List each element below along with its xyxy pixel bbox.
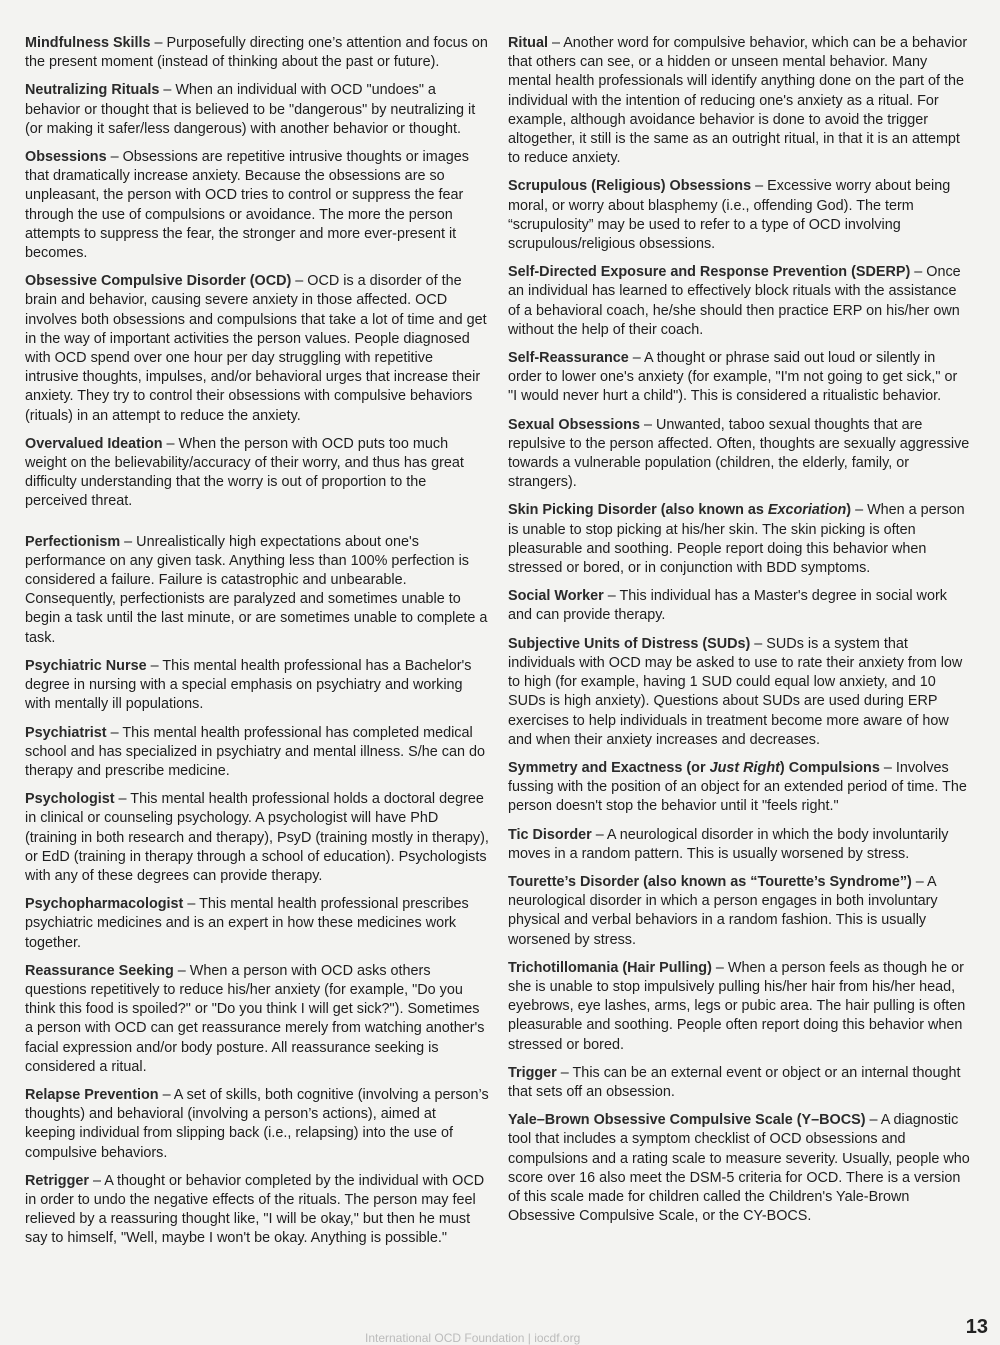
- glossary-definition: – When a person feels as though he or she is unable to stop impulsively pulling his/her hair from his/her head, eyebrows, eye lashes, arms, legs or pubic area. The hair pulling is often pleasurable and soothing. People often report doing this behavior when stressed or bored.: [508, 959, 966, 1053]
- glossary-term: Reassurance Seeking: [25, 962, 174, 979]
- glossary-definition: – When a person with OCD asks others questions repetitively to reduce his/her anxiety (for example, "Do you think this food is spoiled?" or "Do you think I will get sick?"). Sometimes a person with OCD can get reassurance merely from watching another's facial expression and/or body posture. All reassurance seeking is considered a ritual.: [25, 962, 485, 1075]
- glossary-definition: – A thought or phrase said out loud or silently in order to lower one's anxiety (for example, "I'm not going to get sick," or "I would never hurt a child"). This is considered a ritualistic behavior.: [508, 350, 958, 405]
- glossary-definition: – This mental health professional has a Bachelor's degree in nursing with a special emphasis on psychiatry and working with mentally ill populations.: [25, 657, 472, 713]
- glossary-entry: [508, 501, 970, 578]
- glossary-definition: – Purposefully directing one’s attention and focus on the present moment (instead of thinking about the past or future).: [25, 35, 488, 71]
- glossary-term: Psychologist: [25, 791, 115, 808]
- glossary-entry: [508, 177, 970, 254]
- glossary-definition: – When the person with OCD puts too much weight on the believability/accuracy of their worry, and thus has great difficulty understanding that the worry is out of proportion to the perceived threat.: [25, 435, 464, 510]
- glossary-entry: [508, 587, 970, 625]
- glossary-definition: – Another word for compulsive behavior, which can be a behavior that others can see, or a hidden or unseen mental behavior. Many mental health professionals will identify anything done on the part of the individual with the intention of reducing one's anxiety as a ritual. For example, although avoidance behavior is done to avoid the trigger altogether, it still is the same as an outright ritual, in that it is an attempt to reduce anxiety.: [508, 35, 968, 167]
- glossary-term: Tourette’s Disorder (also known as “Tourette’s Syndrome”): [508, 873, 912, 890]
- glossary-entry: [508, 349, 970, 407]
- glossary-term: Social Worker: [508, 588, 604, 605]
- glossary-entry: [25, 1172, 490, 1249]
- glossary-entry: [508, 1111, 970, 1226]
- glossary-entry: [508, 34, 970, 168]
- glossary-left-column: [25, 34, 490, 1258]
- glossary-definition: – Involves fussing with the position of an object for an extended period of time. The person doesn't stop the behavior until it "feels right.": [508, 759, 967, 815]
- glossary-entry: [25, 272, 490, 426]
- glossary-definition: – When a person is unable to stop picking at his/her skin. The skin picking is often pleasurable and soothing. People report doing this behavior when stressed or bored, or in conjunction with BDD symptoms.: [508, 502, 965, 577]
- glossary-entry: [508, 759, 970, 817]
- glossary-entry: [508, 416, 970, 493]
- glossary-term: Perfectionism: [25, 533, 121, 550]
- glossary-definition: – This mental health professional prescribes psychiatric medicines and is an expert in how these medicines work together.: [25, 896, 469, 951]
- glossary-term: Overvalued Ideation: [25, 435, 163, 452]
- glossary-definition: – When an individual with OCD "undoes" a behavior or thought that is believed to be "dangerous" by neutralizing it (or making it safer/less dangerous) with another behavior or thought.: [25, 82, 476, 137]
- glossary-definition: – This mental health professional holds a doctoral degree in clinical or counseling psychology. A psychologist will have PhD (training in both research and therapy), PsyD (training mostly in therapy), or EdD (training in therapy through a school of education). Psychologists with any of these degrees can provide therapy.: [25, 791, 489, 884]
- glossary-definition: – A neurological disorder in which the body involuntarily moves in a random pattern. This is usually worsened by stress.: [508, 826, 949, 862]
- glossary-entry: [508, 873, 970, 950]
- glossary-entry: [25, 657, 490, 715]
- glossary-term: Retrigger: [25, 1172, 89, 1189]
- glossary-term: Mindfulness Skills: [25, 35, 151, 51]
- glossary-term: Ritual: [508, 35, 548, 51]
- glossary-entry: [25, 533, 490, 648]
- glossary-definition: – A thought or behavior completed by the individual with OCD in order to undo the negative effects of the rituals. The person may feel relieved by a reassuring thought like, "I will be okay," but then he must say to himself, "Well, maybe I won't be okay. Anything is possible.": [25, 1172, 485, 1247]
- glossary-entry: [25, 962, 490, 1077]
- glossary-term: Scrupulous (Religious) Obsessions: [508, 178, 752, 195]
- glossary-entry: [508, 1064, 970, 1102]
- glossary-term: Neutralizing Rituals: [25, 82, 160, 99]
- glossary-definition: – This mental health professional has completed medical school and has specialized in psychiatry and mental illness. S/he can do therapy and prescribe medicine.: [25, 724, 485, 779]
- glossary-term: Psychiatric Nurse: [25, 657, 147, 674]
- page-footer: International OCD Foundation | iocdf.org: [365, 1331, 581, 1345]
- glossary-entry: [25, 435, 490, 512]
- glossary-term: Symmetry and Exactness (or Just Right) Compulsions: [508, 759, 880, 776]
- glossary-term: Tic Disorder: [508, 826, 592, 843]
- glossary-definition: – Once an individual has learned to effectively block rituals with the assistance of a behavioral coach, he/she should then practice ERP on his/her own without the help of their coach.: [508, 264, 961, 338]
- glossary-right-column: [508, 34, 970, 1235]
- glossary-entry: [508, 959, 970, 1055]
- glossary-entry: [508, 635, 970, 750]
- glossary-entry: [25, 724, 490, 782]
- glossary-term: Obsessive Compulsive Disorder (OCD): [25, 273, 292, 290]
- glossary-term: Subjective Units of Distress (SUDs): [508, 635, 751, 652]
- glossary-term: Psychopharmacologist: [25, 896, 184, 913]
- glossary-entry: [508, 263, 970, 340]
- glossary-term: Trichotillomania (Hair Pulling): [508, 959, 712, 976]
- glossary-definition: – Unrealistically high expectations about one's performance on any given task. Anything less than 100% perfection is considered a failure. Failure is catastrophic and unbearable. Consequently, perfectionists are paralyzed and sometimes unable to begin a task until the last minute, or are sometimes unable to complete a task.: [25, 533, 488, 646]
- glossary-entry: [25, 1086, 490, 1163]
- glossary-entry: [25, 34, 490, 72]
- glossary-entry: [508, 826, 970, 864]
- glossary-definition: – SUDs is a system that individuals with OCD may be asked to use to rate their anxiety from low to high (for example, having 1 SUD could equal low anxiety, and 10 SUDs is high anxiety). Questions about SUDs are used during ERP exercises to help individuals in treatment become more aware of how and when their anxiety increases and decreases.: [508, 635, 963, 748]
- glossary-term: Yale–Brown Obsessive Compulsive Scale (Y–BOCS): [508, 1112, 866, 1129]
- glossary-term: Sexual Obsessions: [508, 416, 640, 433]
- glossary-definition: – Obsessions are repetitive intrusive thoughts or images that dramatically increase anxiety. Because the obsessions are so unpleasant, the person with OCD tries to control or suppress the fear through the use of compulsions or avoidance. The more the person attempts to suppress the fear, the stronger and more ever-present it becomes.: [25, 149, 469, 262]
- glossary-term: Relapse Prevention: [25, 1086, 159, 1103]
- glossary-definition: – A set of skills, both cognitive (involving a person’s thoughts) and behavioral (involving a person’s actions), aimed at keeping individual from slipping back (i.e., relapsing) into the use of compulsive behaviors.: [25, 1086, 489, 1161]
- glossary-term: Self-Reassurance: [508, 350, 629, 367]
- glossary-definition: – Excessive worry about being moral, or worry about blasphemy (i.e., offending God). The term “scrupulosity” may be used to refer to a type of OCD involving scrupulous/religious obsessions.: [508, 178, 951, 253]
- glossary-term: Skin Picking Disorder (also known as Excoriation): [508, 502, 852, 519]
- glossary-entry: [25, 895, 490, 953]
- glossary-definition: – This individual has a Master's degree in social work and can provide therapy.: [508, 588, 947, 624]
- glossary-definition: – A diagnostic tool that includes a symptom checklist of OCD obsessions and compulsions and a rating scale to measure severity. Usually, people who score over 16 also meet the DSM-5 criteria for OCD. There is a version of this scale made for children called the Children's Yale-Brown Obsessive Compulsive Scale, or the CY-BOCS.: [508, 1112, 970, 1225]
- glossary-term: Psychiatrist: [25, 724, 107, 741]
- glossary-definition: – OCD is a disorder of the brain and behavior, causing severe anxiety in those affected. OCD involves both obsessions and compulsions that take a lot of time and get in the way of important activities the person values. People diagnosed with OCD spend over one hour per day struggling with repetitive intrusive thoughts, impulses, and/or behavioral urges that increase their anxiety. They try to control their obsessions with compulsive behaviors (rituals) in an attempt to reduce the anxiety.: [25, 273, 487, 424]
- glossary-term: Self-Directed Exposure and Response Prevention (SDERP): [508, 264, 911, 281]
- glossary-definition: – Unwanted, taboo sexual thoughts that are repulsive to the person affected. Often, thoughts are sexually aggressive towards a vulnerable population (children, the elderly, family, or strangers).: [508, 416, 970, 491]
- glossary-term: Obsessions: [25, 149, 107, 166]
- glossary-entry: [25, 148, 490, 263]
- glossary-entry: [25, 790, 490, 886]
- glossary-definition: – This can be an external event or object or an internal thought that sets off an obsession.: [508, 1064, 961, 1100]
- glossary-definition: – A neurological disorder in which a person engages in both involuntary physical and verbal behaviors in a random fashion. This is usually worsened by stress.: [508, 873, 938, 948]
- glossary-entry: [25, 81, 490, 139]
- glossary-term: Trigger: [508, 1064, 557, 1081]
- page-number: 13: [965, 1316, 988, 1338]
